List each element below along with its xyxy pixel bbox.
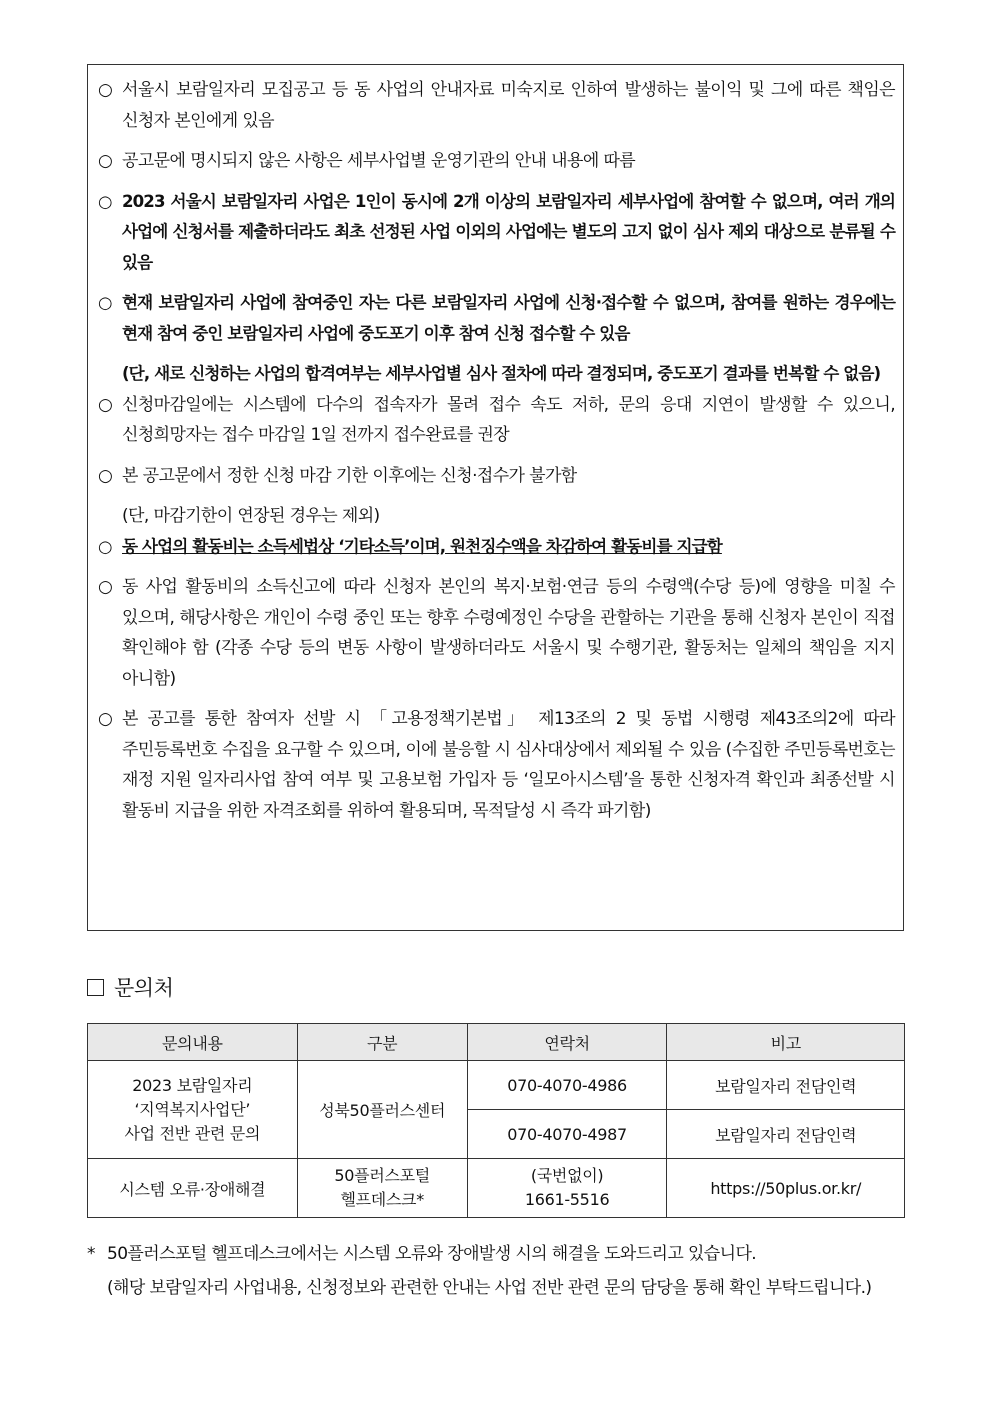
cell-phone xyxy=(467,1159,667,1218)
topic-line: ‘지역복지사업단’ xyxy=(134,1099,251,1119)
notice-item xyxy=(98,532,895,563)
notice-text: 서울시 보람일자리 모집공고 등 동 사업의 안내자료 미숙지로 인하여 발생하는 불이익 및 그에 따른 책임은 신청자 본인에게 있음 xyxy=(122,80,895,131)
bullet-icon: ○ xyxy=(98,191,112,211)
bullet-icon: ○ xyxy=(98,151,113,171)
notice-box xyxy=(87,64,904,931)
footnote xyxy=(87,1237,905,1305)
cell-division: 성북50플러스센터 xyxy=(297,1061,467,1159)
notice-item xyxy=(98,187,895,279)
phone-line: 1661-5516 xyxy=(524,1190,610,1209)
cell-note: 보람일자리 전담인력 xyxy=(667,1110,905,1159)
header-division: 구분 xyxy=(297,1024,467,1061)
footnote-line: 50플러스포털 헬프데스크에서는 시스템 오류와 장애발생 시의 해결을 도와드리고 있습니다. xyxy=(107,1244,757,1264)
cell-topic: 시스템 오류·장애해결 xyxy=(88,1159,298,1218)
notice-item xyxy=(98,461,895,492)
notice-subtext: (단, 마감기한이 연장된 경우는 제외) xyxy=(122,506,380,526)
table-row xyxy=(88,1159,905,1218)
notice-subtext: (단, 새로 신청하는 사업의 합격여부는 세부사업별 심사 절차에 따라 결정되며, 중도포기 결과를 번복할 수 없음) xyxy=(122,364,881,383)
cell-url[interactable]: https://50plus.or.kr/ xyxy=(667,1159,905,1218)
bullet-icon: ○ xyxy=(98,536,112,556)
notice-text: 본 공고를 통한 참여자 선발 시 「고용정책기본법」 제13조의 2 및 동법 시행령 제43조의2에 따라 주민등록번호 수집을 요구할 수 있으며, 이에 불응할 시 심사대상에서 제외될 수 있음 (수집한 주민등록번호는 재정 지원 일자리사업 참여 여부 및 고용보험 가입자 등 ‘일모아시스템’을 통한 신청자격 확인과 최종선발 시 활동비 지급을 위한 자격조회를 위하여 활용되며, 목적달성 시 즉각 파기함) xyxy=(122,709,895,821)
notice-text: 동 사업 활동비의 소득신고에 따라 신청자 본인의 복지·보험·연금 등의 수령액(수당 등)에 영향을 미칠 수 있으며, 해당사항은 개인이 수령 중인 또는 향후 수령예정인 수당을 관할하는 기관을 통해 신청자 본인이 직접 확인해야 함 (각종 수당 등의 변동 사항이 발생하더라도 서울시 및 수행기관, 활동처는 일체의 책임을 지지 아니함) xyxy=(122,577,895,689)
cell-division xyxy=(297,1159,467,1218)
section-title xyxy=(87,972,173,1002)
bullet-icon: ○ xyxy=(98,709,113,729)
notice-text: 현재 보람일자리 사업에 참여중인 자는 다른 보람일자리 사업에 신청·접수할 수 없으며, 참여를 원하는 경우에는 현재 참여 중인 보람일자리 사업에 중도포기 이후 참여 신청 접수할 수 있음 xyxy=(122,293,895,343)
section-title-text: 문의처 xyxy=(114,976,174,1000)
notice-text: 신청마감일에는 시스템에 다수의 접속자가 몰려 접수 속도 저하, 문의 응대 지연이 발생할 수 있으니, 신청희망자는 접수 마감일 1일 전까지 접수완료를 권장 xyxy=(122,394,895,445)
cell-phone: 070-4070-4987 xyxy=(467,1110,667,1159)
checkbox-square-icon xyxy=(87,979,104,996)
asterisk-icon: * xyxy=(87,1244,95,1264)
header-contact: 연락처 xyxy=(467,1024,667,1061)
cell-topic xyxy=(88,1061,298,1159)
topic-line: 2023 보람일자리 xyxy=(132,1075,253,1095)
division-line: 헬프데스크* xyxy=(340,1190,424,1209)
cell-phone: 070-4070-4986 xyxy=(467,1061,667,1110)
notice-text: 본 공고문에서 정한 신청 마감 기한 이후에는 신청·접수가 불가함 xyxy=(122,465,577,486)
cell-note: 보람일자리 전담인력 xyxy=(667,1061,905,1110)
notice-item xyxy=(98,288,895,349)
notice-item xyxy=(98,704,895,826)
notice-item xyxy=(98,390,895,451)
notice-item xyxy=(98,75,895,136)
notice-text: 공고문에 명시되지 않은 사항은 세부사업별 운영기관의 안내 내용에 따름 xyxy=(122,151,636,171)
table-row xyxy=(88,1061,905,1110)
topic-line: 사업 전반 관련 문의 xyxy=(124,1123,261,1143)
bullet-icon: ○ xyxy=(98,394,113,415)
bullet-icon: ○ xyxy=(98,465,113,486)
bullet-icon: ○ xyxy=(98,80,113,100)
notice-item xyxy=(98,572,895,694)
division-line: 50플러스포털 xyxy=(334,1166,430,1185)
contact-table xyxy=(87,1023,905,1218)
phone-line: (국번없이) xyxy=(530,1166,604,1185)
bullet-icon: ○ xyxy=(98,577,113,597)
table-header-row xyxy=(88,1024,905,1061)
notice-item xyxy=(98,146,895,177)
footnote-line: (해당 보람일자리 사업내용, 신청정보와 관련한 안내는 사업 전반 관련 문의 담당을 통해 확인 부탁드립니다.) xyxy=(107,1278,872,1298)
notice-text: 동 사업의 활동비는 소득세법상 ‘기타소득’이며, 원천징수액을 차감하여 활동비를 지급함 xyxy=(122,536,722,556)
header-note: 비고 xyxy=(667,1024,905,1061)
notice-text: 2023 서울시 보람일자리 사업은 1인이 동시에 2개 이상의 보람일자리 세부사업에 참여할 수 없으며, 여러 개의 사업에 신청서를 제출하더라도 최초 선정된 사업 이외의 사업에는 별도의 고지 없이 심사 제외 대상으로 분류될 수 있음 xyxy=(122,191,895,272)
header-topic: 문의내용 xyxy=(88,1024,298,1061)
bullet-icon: ○ xyxy=(98,293,112,312)
